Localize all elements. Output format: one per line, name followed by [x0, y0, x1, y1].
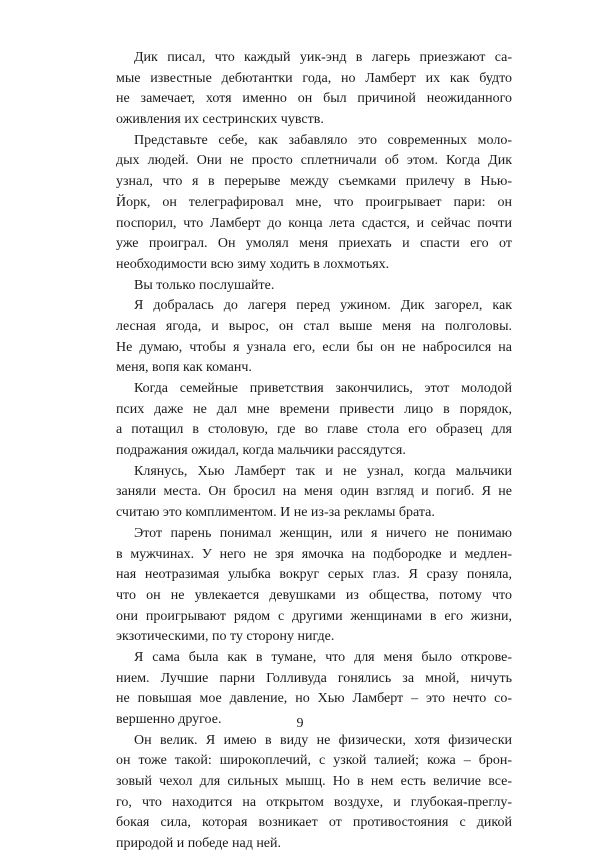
text-line: лесная ягода, и вырос, он стал выше меня на полголовы.	[116, 318, 512, 334]
text-line: ная неотразимая улыбка вокруг серых глаз. Я сразу поняла,	[116, 567, 512, 583]
text-line: Вы только послушайте.	[134, 277, 275, 293]
page-number: 9	[296, 716, 304, 731]
text-line: необходимости всю зиму ходить в лохмотьях.	[116, 256, 390, 272]
text-line: он тоже такой: широкоплечий, с узкой талией; кожа – брон-	[116, 753, 512, 769]
text-line: мые известные дебютантки года, но Ламберт их как будто	[116, 70, 512, 86]
text-line: подражания ожидал, когда мальчики рассядутся.	[116, 443, 406, 459]
text-line: поспорил, что Ламберт до конца лета сдастся, и сейчас почти	[116, 215, 512, 231]
text-line: Я добралась до лагеря перед ужином. Дик загорел, как	[134, 298, 512, 314]
text-line: в мужчинах. У него не зря ямочка на подбородке и медлен-	[116, 546, 512, 562]
text-line: не повышая мое давление, но Хью Ламберт – это нечто со-	[116, 691, 512, 707]
text-line: Этот парень понимал женщин, или я ничего не понимаю	[134, 525, 512, 541]
text-line: зовый чехол для сильных мышц. Но в нем есть величие все-	[116, 774, 512, 790]
text-line: считаю это комплиментом. И не из-за рекламы брата.	[116, 505, 435, 521]
text-line: Йорк, он телеграфировал мне, что проигрывает пари: он	[116, 194, 512, 210]
text-line: дых людей. Они не просто сплетничали об этом. Когда Дик	[116, 153, 512, 169]
text-line: заняли места. Он бросил на меня один взгляд и погиб. Я не	[116, 484, 512, 500]
text-line: оживления их сестринских чувств.	[116, 112, 324, 128]
text-line: Он велик. Я имею в виду не физически, хотя физически	[134, 732, 512, 748]
text-line: Я сама была как в тумане, что для меня было открове-	[134, 649, 512, 665]
text-line: го, что находится на открытом воздухе, и глубокая-преглу-	[116, 794, 512, 810]
text-line: Когда семейные приветствия закончились, этот молодой	[134, 381, 512, 396]
text-line: узнал, что я в перерыве между съемками прилечу в Нью-	[116, 174, 512, 190]
text-line: экзотическими, по ту сторону нигде.	[116, 629, 335, 645]
text-line: уже проиграл. Он умолял меня приехать и спасти его от	[116, 236, 512, 252]
text-line: что он не увлекается девушками из общества, потому что	[116, 587, 512, 603]
text-line: меня, вопя как команч.	[116, 360, 252, 376]
text-line: не замечает, хотя именно он был причиной неожиданного	[116, 91, 512, 107]
text-line: бокая сила, которая возникает от противостояния с дикой	[116, 815, 512, 831]
text-line: Не думаю, чтобы я узнала его, если бы он не набросился на	[116, 339, 512, 355]
text-line: Представьте себе, как забавляло это современных моло-	[134, 132, 512, 148]
text-line: а потащил в столовую, где во главе стола его образец для	[116, 422, 512, 438]
text-line: природой и победе над ней.	[116, 836, 282, 852]
text-line: вершенно другое.	[116, 712, 222, 727]
text-line: нием. Лучшие парни Голливуда гонялись за мной, ничуть	[116, 670, 512, 686]
text-line: они проигрывают рядом с другими женщинами в его жизни,	[116, 608, 512, 624]
body-text	[116, 48, 512, 855]
text-line: Дик писал, что каждый уик-энд в лагерь приезжают са-	[134, 50, 512, 65]
text-line: псих даже не дал мне времени привести лицо в порядок,	[116, 401, 512, 417]
text-line: Клянусь, Хью Ламберт так и не узнал, когда мальчики	[134, 463, 512, 479]
